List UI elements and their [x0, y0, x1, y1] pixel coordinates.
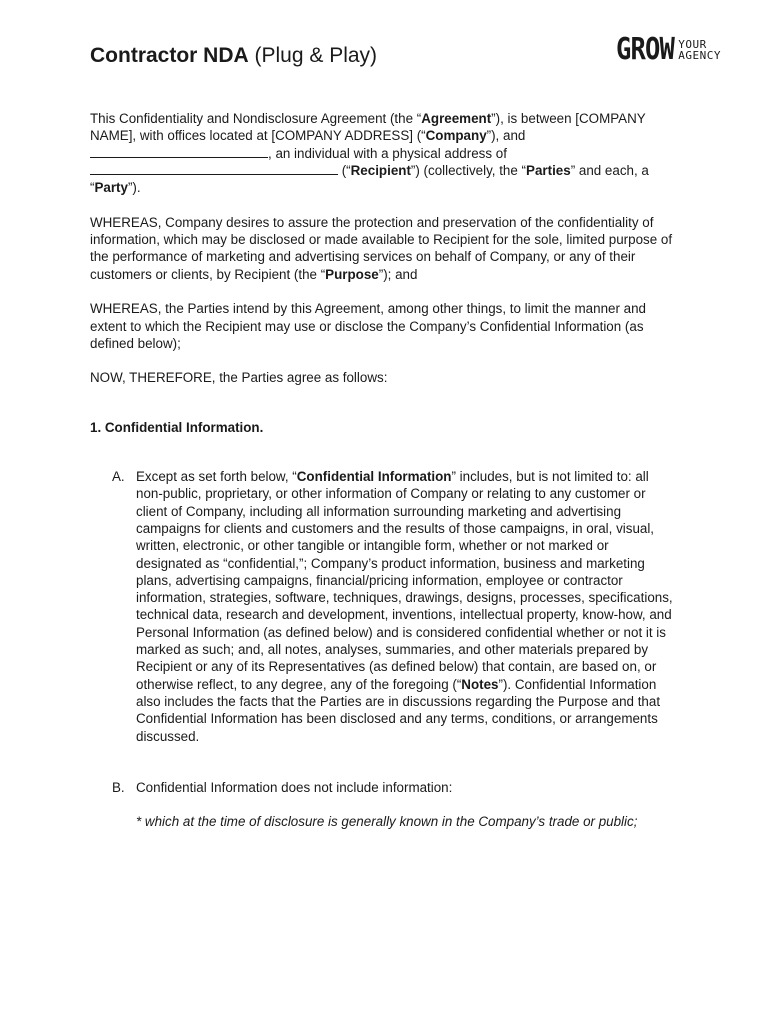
- whereas-text: ”); and: [378, 266, 418, 282]
- grow-your-agency-logo: [616, 34, 721, 66]
- whereas-text: WHEREAS, Company desires to assure the protection and preservation of the confidentiality of information, which may be disclosed or made available to Recipient for the sole, limited purpose of the performance of marketing and advertising services on behalf of Company, or any of their customers or clients, by Recipient (the “: [90, 214, 673, 282]
- term-company: Company: [425, 128, 487, 144]
- intro-text: ”).: [127, 180, 141, 196]
- list-item-b: [90, 779, 675, 831]
- item-a-text: ”). Confidential Information also includes the facts that the Parties are in discussions regarding the Purpose and that Confidential Information has been disclosed and any terms, conditions, or arrangements discussed.: [136, 676, 661, 744]
- term-confidential-information: Confidential Information: [296, 469, 452, 485]
- term-purpose: Purpose: [325, 266, 379, 282]
- list-item-b-sub-1: * which at the time of disclosure is generally known in the Company’s trade or public;: [136, 814, 638, 830]
- item-a-text: Except as set forth below, “: [136, 469, 297, 485]
- logo-main-text: GROW: [616, 32, 675, 67]
- intro-text: This Confidentiality and Nondisclosure Agreement (the “: [90, 111, 422, 126]
- term-party: Party: [94, 180, 128, 196]
- intro-text: ”), and: [486, 128, 526, 144]
- list-item-a: [90, 468, 675, 745]
- title-subtitle: (Plug & Play): [248, 44, 378, 67]
- logo-line-1: YOUR: [678, 38, 707, 51]
- list-item-a-text: [136, 468, 675, 745]
- section-1-heading: 1. Confidential Information.: [90, 419, 264, 435]
- intro-text: , an individual with a physical address of: [268, 145, 507, 161]
- intro-text: ” and each, a “: [90, 162, 649, 196]
- document-body: [90, 110, 675, 865]
- intro-paragraph: [90, 110, 675, 196]
- term-agreement: Agreement: [421, 111, 492, 126]
- now-therefore-paragraph: NOW, THEREFORE, the Parties agree as follows:: [90, 370, 388, 386]
- list-marker-b: B.: [112, 779, 125, 795]
- list-item-b-text: Confidential Information does not include information:: [136, 779, 453, 795]
- recipient-address-blank[interactable]: [90, 163, 338, 175]
- logo-line-2: AGENCY: [678, 49, 721, 62]
- title-bold: Contractor NDA: [90, 44, 249, 67]
- term-recipient: Recipient: [350, 162, 411, 178]
- term-parties: Parties: [526, 162, 571, 178]
- whereas-paragraph-1: [90, 214, 675, 283]
- recipient-name-blank[interactable]: [90, 146, 268, 158]
- logo-sub-text: [678, 39, 721, 61]
- intro-text: ”) (collectively, the “: [410, 162, 527, 178]
- intro-text: ”), is between [COMPANY NAME], with offices located at [COMPANY ADDRESS] (“: [90, 111, 646, 144]
- list-marker-a: A.: [112, 469, 125, 485]
- item-a-text: ” includes, but is not limited to: all non-public, proprietary, or other information of Company or relating to any customer or client of Company, including all information surrounding marketing and advertising campaigns for clients and customers and the results of those campaigns, in oral, visual, written, electronic, or other tangible or intangible form, whether or not marked or designated as “confidential,”; Company’s product information, business and marketing plans, advertising campaigns, financial/pricing information, employee or contractor information, strategies, software, techniques, drawings, designs, processes, specifications, technical data, research and development, inventions, intellectual property, know-how, and Personal Information (as defined below) and is considered confidential whether or not it is marked as such; and, all notes, analyses, summaries, and other materials prepared by Recipient or any of its Representatives (as defined below) that contain, are based on, or otherwise reflect, to any degree, any of the foregoing (“: [136, 469, 673, 692]
- term-notes: Notes: [461, 676, 499, 692]
- whereas-paragraph-2: WHEREAS, the Parties intend by this Agreement, among other things, to limit the manner and extent to which the Recipient may use or disclose the Company’s Confidential Information (as defined below);: [90, 301, 646, 351]
- intro-text: (“: [338, 162, 351, 178]
- document-title: [90, 42, 377, 70]
